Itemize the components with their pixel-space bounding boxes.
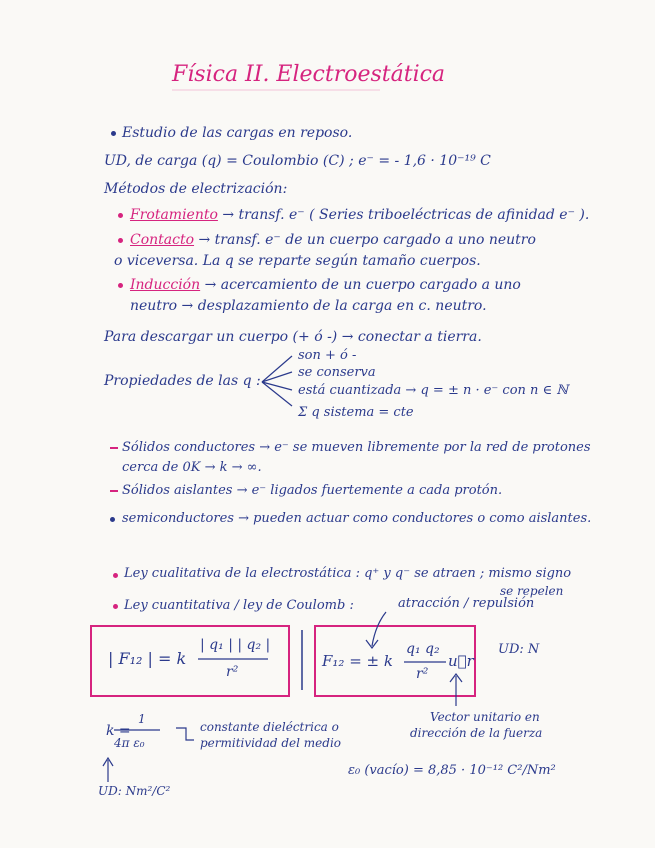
properties-label: Propiedades de las q :	[104, 373, 261, 389]
method-term: Contacto	[130, 232, 195, 248]
method-term: Inducción	[130, 277, 201, 293]
coulomb-magnitude-den: r²	[226, 664, 239, 680]
insulators-line: Sólidos aislantes → e⁻ ligados fuertemente a cada protón.	[122, 483, 503, 498]
coulomb-magnitude-num: | q₁ | | q₂ |	[200, 637, 271, 653]
coulomb-vector-num: q₁ q₂	[406, 641, 440, 657]
coulomb-vector-lhs: F₁₂ = ± k	[322, 652, 393, 670]
k-unit: UD: Nm²/C²	[98, 784, 171, 798]
k-description: constante dieléctrica o	[200, 720, 339, 734]
qualitative-law: Ley cualitativa de la electrostática : q⁺ y q⁻ se atraen ; mismo signo	[124, 566, 572, 581]
method-text: → transf. e⁻ ( Series triboeléctricas de afinidad e⁻ ).	[222, 207, 590, 223]
unit-vector-note: Vector unitario en	[430, 710, 540, 724]
attraction-note: atracción / repulsión	[398, 596, 535, 611]
unit-vector-note-cont: dirección de la fuerza	[410, 726, 543, 740]
k-lhs: k =	[106, 723, 131, 739]
intro-line-1: Estudio de las cargas en reposo.	[122, 125, 353, 141]
force-unit: UD: N	[498, 642, 540, 657]
method-induction-cont: neutro → desplazamiento de la carga en c. neutro.	[130, 298, 487, 314]
conductors-line-cont: cerca de 0K → k → ∞.	[122, 460, 262, 475]
k-num: 1	[138, 712, 146, 726]
property-sum: Σ q sistema = cte	[298, 405, 414, 420]
method-contact-cont: o viceversa. La q se reparte según tamaño cuerpos.	[114, 253, 481, 269]
charge-unit-line: UD, de carga (q) = Coulombio (C) ; e⁻ = - 1,6 · 10⁻¹⁹ C	[104, 153, 491, 169]
k-den: 4π ε₀	[114, 736, 145, 750]
page-title: Física II. Electroestática	[172, 62, 446, 87]
method-text: → transf. e⁻ de un cuerpo cargado a uno neutro	[198, 232, 536, 248]
method-term: Frotamiento	[130, 207, 218, 223]
unit-vector-symbol: u⃗r	[448, 652, 474, 670]
property-quantized: está cuantizada → q = ± n · e⁻ con n ∈ ℕ	[298, 383, 569, 398]
qualitative-law-cont: se repelen	[500, 584, 564, 598]
property-sign: son + ó -	[298, 348, 357, 363]
discharge-line: Para descargar un cuerpo (+ ó -) → conectar a tierra.	[104, 329, 482, 345]
conductors-line: Sólidos conductores → e⁻ se mueven libremente por la red de protones	[122, 440, 591, 455]
method-text: → acercamiento de un cuerpo cargado a uno	[204, 277, 521, 293]
coulomb-magnitude-lhs: | F₁₂ | = k	[108, 649, 187, 668]
quantitative-law: Ley cuantitativa / ley de Coulomb :	[124, 598, 354, 613]
property-conserved: se conserva	[298, 365, 376, 380]
semiconductors-line: semiconductores → pueden actuar como conductores o como aislantes.	[122, 511, 592, 526]
epsilon-vacuum: ε₀ (vacío) = 8,85 · 10⁻¹² C²/Nm²	[348, 763, 556, 778]
k-description-cont: permitividad del medio	[200, 736, 342, 750]
coulomb-vector-den: r²	[416, 666, 429, 682]
methods-heading: Métodos de electrización:	[104, 181, 288, 197]
